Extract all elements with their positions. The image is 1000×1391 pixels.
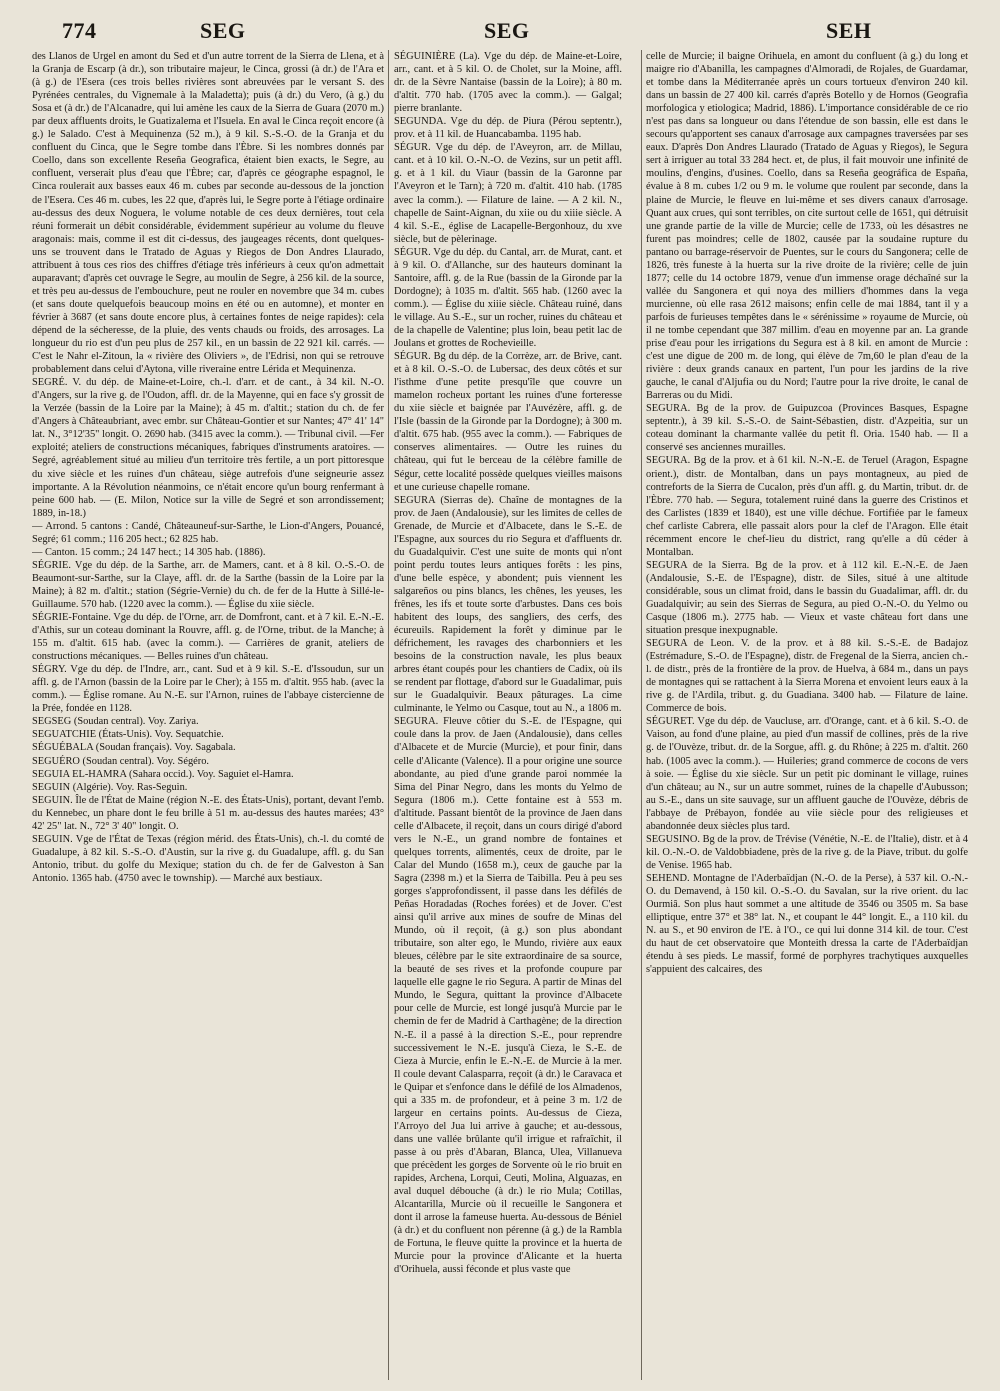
running-head-left: SEG [200, 18, 246, 43]
column-text: des Llanos de Urgel en amont du Sed et d'un autre torrent de la Sierra de Llena, et à la Granja de Escarp (à dr.), son tributaire majeur, le Cinca, grossi (à dr.) de l'Ara et (à g.) de l'Esera (ces trois belles rivières sont abreuvées par le versant S. des Pyrénées centrales, du Vignemale à la Maladetta); puis (à dr.) du Vero, (à g.) du Sosa et (à dr.) de l'Alcanadre, qui lui amène les caux de la Sierra de Guara (2070 m.) par deux affluents droits, le Guatizalema et l'Isuela. En aval le Cinca reçoit encore (à g.) le Salado. C'est à Mequinenza (52 m.), à 9 kil. S.-S.-O. de la Granja et du confluent du Cinca, que le Segre tombe dans l'Èbre. Si les nombres donnés par Coello, dans son excellente Reseña Geografica, étaient bien exacts, le Segre, au confluent, verserait plus d'eau que l'Èbre; car, d'après ce géographe espagnol, le Cinca roulerait aux basses eaux 46 m. cubes par seconde au-dessous de la jonction de l'Esera. Ces 46 m. cubes, les 22 que, d'après lui, le Segre porte à l'étiage ordinaire au-dessus des deux Noguera, le volume notable de ces deux dernières, tout cela réuni formerait un débit considérable, évidemment supérieur au volume du fleuve aragonais: mais, comme il est dit ci-dessus, des jaugeages récents, dont quelques-uns se trouvent dans le Tratado de Aguas y Riegos de Don Andres Llaurado, attribuent à tous ces rios des chiffres d'étiage très inférieurs à ceux qu'on admettait auparavant; d'après cet ouvrage le Segre, au moulin de Segre, à 256 kil. de la source, et très peu au-dessus de l'embouchure, peut ne rouler en novembre que 34 m. cubes (et sans doute quelquefois beaucoup moins en été ou en automne), et monter en février à 3687 (et sans doute encore plus, à certaines fontes de neige rapides): cela dépend de la sécheresse, de la pluie, des vents chauds ou froids, des arrosages. La longueur du rio est d'un peu plus de 257 kil., en un bassin de 22 921 kil. carrés. — C'est le Nahr el-Zitoun, la « rivière des Oliviers », de l'Edrisi, non qui se retrouve probablement dans celui d'Aytona, ville riveraine entre Lérida et Mequinenza. SEGRÉ. V. du dép. de Maine-et-Loire, ch.-l. d'arr. et de cant., à 34 kil. N.-O. d'Angers, sur la rive g. de l'Oudon, affl. dr. de la Mayenne, qui en face s'y grossit de la Verzée (bassin de la Loire par la Maine); à 45 m. d'altit.; station du ch. de fer d'Angers à Châteaubriant, avec embr. sur Château-Gontier et sur Nantes; 47° 41' 14" lat. N., 3°12'35" longit. O. 2690 hab. (3415 avec la comm.). — Tribunal civil. —Fer exploité; ateliers de constructions mécaniques, fabriques d'instruments aratoires. — Segré, agréablement situé au milieu d'un territoire très fertile, a un port pittoresque du xive siècle et les ruines d'un château, siège autrefois d'une seigneurie assez importante. A la Révolution néanmoins, ce n'était encore qu'un bourg renfermant à peine 600 hab. — (E. Milon, Notice sur la ville de Segré et son arrondissement; 1889, in-18.) — Arrond. 5 cantons : Candé, Châteauneuf-sur-Sarthe, le Lion-d'Angers, Pouancé, Segré; 61 comm.; 116 205 hect.; 62 825 hab. — Canton. 15 comm.; 24 147 hect.; 14 305 hab. (1886). SÉGRIE. Vge du dép. de la Sarthe, arr. de Mamers, cant. et à 8 kil. O.-S.-O. de Beaumont-sur-Sarthe, sur la Claye, affl. dr. de la Sarthe (bassin de la Loire par la Maine); à 82 m. d'altit.; station (Ségrie-Vernie) du ch. de fer de la Hutte à Sillé-le-Guillaume. 570 hab. (1220 avec la comm.). — Église du xiie siècle. SÉGRIE-Fontaine. Vge du dép. de l'Orne, arr. de Domfront, cant. et à 7 kil. E.-N.-E. d'Athis, sur un coteau dominant la Rouvre, affl. g. de l'Orne, tribut. de la Manche; à 155 m. d'altit. 615 hab. (avec la comm.). — Carrières de granit, ateliers de constructions mécaniques. — Belles ruines d'un château. SÉGRY. Vge du dép. de l'Indre, arr., cant. Sud et à 9 kil. S.-E. d'Issoudun, sur un affl. g. de l'Arnon (bassin de la Loire par le Cher); à 155 m. d'altit. 955 hab. (avec la comm.). — Église romane. Au N.-E. sur l'Arnon, ruines de l'abbaye cistercienne de la Prée, fondée en 1128. SEGSEG (Soudan central). Voy. Zariya. SEGUATCHIE (États-Unis). Voy. Sequatchie. SÉGUÉBALA (Soudan français). Voy. Sagabala. SEGUÉRO (Soudan central). Voy. Ségéro. SEGUIA EL-HAMRA (Sahara occid.). Voy. Saguiet el-Hamra. SEGUIN (Algérie). Voy. Ras-Seguin. SEGUIN. Île de l'État de Maine (région N.-E. des États-Unis), portant, devant l'emb. du Kennebec, un phare dont le feu brille à 51 m. au-dessus des hautes marées; 43° 42' 25" lat. N., 72° 3' 40" longit. O. SEGUIN. Vge de l'État de Texas (région mérid. des États-Unis), ch.-l. du comté de Guadalupe, à 82 kil. S.-S.-O. d'Austin, sur la rive g. du Guadalupe, affl. g. du San Antonio, tribut. du golfe du Mexique; station du ch. de fer de Galveston à San Antonio. 1365 hab. (4750 avec le township). — Marché aux bestiaux. [32, 51, 384, 884]
text-column-2 [394, 50, 622, 1385]
page-number: 774 [62, 18, 97, 43]
column-text: celle de Murcie; il baigne Orihuela, en amont du confluent (à g.) du long et maigre rio d'Abanilla, les campagnes d'Almoradi, de Rojales, de Guardamar, et tombe dans la Méditerranée après un cours tortueux d'environ 240 kil. dans un bassin de 27 400 kil. carrés d'après Botello y de Hornos (Geografia morfologica y etiologica; Madrid, 1886). L'importance considérable de ce rio n'est pas dans sa longueur ou dans l'étendue de son bassin, elle est dans le secours qu'apportent ses canaux d'arrosage aux campagnes traversées par ses eaux. D'après Don Andres Llaurado (Tratado de Aguas y Riegos), le Segura sert à irriguer au total 33 284 hect. et, de plus, il fait mouvoir une infinité de moulins, d'engins, d'usines. Coello, dans sa Reseña geográfica de España, évalue à 8 m. cubes 1/2 ou 9 m. le volume que roulent par seconde, dans la plaine de Murcie, le fleuve en lui-même et ses divers canaux d'arrosage. Quant aux crues, qui sont terribles, on cite surtout celle de 1651, qui détruisit une grande partie de la ville de Murcie; celle de 1733, où les désastres ne furent pas moindres; celle de 1802, causée par la soudaine rupture du pantano ou barrage-réservoir de Puentes, sur le cours du Sangonera; celle de 1826, très funeste à la huerta sur la rive droite de la rivière; celle de juin 1877; celle du 14 octobre 1879, venue d'un immense orage déchaîné sur la vallée du Sangonera et qui noya des milliers d'hommes dans la vega murcienne, où elle rasa 2612 maisons; enfin celle de mai 1884, tant il y a parfois de furieuses tempêtes dans le « sérénissime » royaume de Murcie, où il ne tombe cependant que 387 millim. d'eau en moyenne par an. La grande prise d'eau pour les irrigations du Segura est à 8 kil. en amont de Murcie : c'est une digue de 200 m. de long, qui élève de 7m,60 le plan d'eau de la rivière : deux grands canaux en partent, l'un pour les jardins de la rive gauche, le canal d'Aljufia ou du Nord; l'autre pour la rive droite, le canal de Barreras ou du Midi. SEGURA. Bg de la prov. de Guipuzcoa (Provinces Basques, Espagne septentr.), à 39 kil. S.-S.-O. de Saint-Sébastien, distr. d'Azpeitia, sur un coteau dominant la charmante vallée du petit fl. Oria. 1540 hab. — Il a conservé ses anciennes murailles. SEGURA. Bg de la prov. et à 61 kil. N.-N.-E. de Teruel (Aragon, Espagne orient.), distr. de Montalban, dans un pays montagneux, au pied de contreforts de la Sierra de Cucalon, près d'un affl. g. du Martin, tribut. dr. de l'Èbre. 770 hab. — Segura, totalement ruiné dans la guerre des Cristinos et des Carlistes (1839 et 1840), est une ville déchue. Fortifiée par le fameux chef carliste Cabrera, elle passait alors pour la clef de l'Aragon. Elle était récemment encore le chef-lieu du district, rang qu'elle a dû céder à Montalban. SEGURA de la Sierra. Bg de la prov. et à 112 kil. E.-N.-E. de Jaen (Andalousie, S.-E. de l'Espagne), distr. de Siles, situé à une altitude considérable, sous un climat froid, dans le bassin du Guadalimar, affl. dr. du Guadalquivir; au sein des Sierras de Segura, au pied O.-N.-O. du Yelmo ou Casque (1806 m.). 2775 hab. — Vieux et vaste château fort dans une situation presque inexpugnable. SEGURA de Leon. V. de la prov. et à 88 kil. S.-S.-E. de Badajoz (Estrémadure, S.-O. de l'Espagne), distr. de Fregenal de la Sierra, ancien ch.-l. de distr., près de la frontière de la prov. de Huelva, à 684 m., dans un pays de montagnes qui se rattachent à la Sierra Morena et envoient leurs eaux à la rive g. de l'Ardila, tribut. g. du Guadiana. 3400 hab. — Filature de laine. Commerce de bois. SÉGURET. Vge du dép. de Vaucluse, arr. d'Orange, cant. et à 6 kil. S.-O. de Vaison, au fond d'une plaine, au pied d'un massif de collines, près de la rive g. de l'Ouvèze, tribut. dr. de la Sorgue, affl. g. du Rhône; à 225 m. d'altit. 260 hab. (1005 avec la comm.). — Huileries; grand commerce de cocons de vers à soie. — Église du xie siècle. Sur un petit pic dominant le village, ruines d'un château; au N., sur un autre sommet, ruines de la chapelle d'Aubusson; au S.-E., dans un site sauvage, sur un affluent gauche de l'Ouvèze, débris de l'abbaye de Prébayon, fondée au viie siècle pour des religieuses et abandonnée deux siècles plus tard. SEGUSINO. Bg de la prov. de Trévise (Vénétie, N.-E. de l'Italie), distr. et à 4 kil. O.-N.-O. de Valdobbiadene, près de la rive g. de la Piave, tribut. du golfe de Venise. 1965 hab. SEHEND. Montagne de l'Aderbaïdjan (N.-O. de la Perse), à 537 kil. O.-N.-O. du Demavend, à 150 kil. O.-S.-O. du Savalan, sur la rive orient. du lac Ourmiâ. Son plus haut sommet a une altitude de 3546 ou 3505 m. Sa base elliptique, entre 37° et 38° lat. N., et coupant le 44° longit. E., a 110 kil. du N. au S., et 90 environ de l'E. à l'O., ce qui lui donne 314 kil. de tour. C'est du haut de cet observatoire que Monteith dressa la carte de l'Aderbaïdjan étendu à ses pieds. Le massif, formé de porphyres trachytiques auxquelles s'appuient des calcaires, des [646, 51, 968, 976]
page-header [0, 18, 1000, 44]
column-divider [388, 50, 389, 1380]
running-head-right: SEH [826, 18, 872, 43]
column-text: SÉGUINIÈRE (La). Vge du dép. de Maine-et-Loire, arr., cant. et à 5 kil. O. de Cholet, sur la Moine, affl. dr. de la Sèvre Nantaise (bassin de la Loire); à 80 m. d'altit. 770 hab. (1705 avec la comm.). — Galgal; pierre branlante. SEGUNDA. Vge du dép. de Piura (Pérou septentr.), prov. et à 11 kil. de Huancabamba. 1195 hab. SÉGUR. Vge du dép. de l'Aveyron, arr. de Millau, cant. et à 10 kil. O.-N.-O. de Vezins, sur un petit affl. g. et à 1 kil. du Viaur (bassin de la Garonne par l'Aveyron et le Tarn); à 720 m. d'altit. 410 hab. (1785 avec la comm.). — Filature de laine. — A 2 kil. N., chapelle de Saint-Aignan, du xiie ou du xiiie siècle. A 4 kil. S.-E., église de Lacapelle-Bergonhouz, du xve siècle, but de pèlerinage. SÉGUR. Vge du dép. du Cantal, arr. de Murat, cant. et à 9 kil. O. d'Allanche, sur des hauteurs dominant la Santoire, affl. g. de la Rue (bassin de la Gironde par la Dordogne); à 1035 m. d'altit. 565 hab. (1260 avec la comm.). — Église du xiiie siècle. Château ruiné, dans le village. Au S.-E., sur un rocher, ruines du château et de la chapelle de Valentine; plus loin, beau petit lac de Joulans et grottes de Rochevieille. SÉGUR. Bg du dép. de la Corrèze, arr. de Brive, cant. et à 8 kil. O.-S.-O. de Lubersac, des deux côtés et sur l'isthme d'une petite presqu'île que couvre un mamelon rocheux portant les ruines d'une forteresse du xiie siècle et baignée par l'Auvézère, affl. g. de l'Isle (bassin de la Gironde par la Dordogne); à 300 m. d'altit. 675 hab. (955 avec la comm.). — Fabriques de conserves alimentaires. — Outre les ruines du château, qui fut le berceau de la célèbre famille de Ségur, cette localité possède quelques vieilles maisons et une curieuse chapelle romane. SEGURA (Sierras de). Chaîne de montagnes de la prov. de Jaen (Andalousie), sur les limites de celles de Grenade, de Murcie et d'Albacete, dans le S.-E. de l'Espagne, aux sources du rio Segura et d'affluents dr. du Guadalquivir. C'est une suite de monts qui n'ont point perdu toutes leurs antiques forêts : les pins, d'une belle espèce, y abondent; puis viennent les salgareños ou pins blancs, les chênes, les yeuses, les frênes, les ifs et toute sorte d'arbustes. Dans ces bois habitent des loups, des sangliers, des cerfs, des écureuils. Rapidement la forêt y diminue par le défrichement, les ravages des charbonniers et les besoins de la construction navale, les plus beaux arbres étant coupés pour les chantiers de Cadix, où ils se rendent par flottage, d'abord sur le Guadalimar, puis sur le Guadalquivir. Beaux pâturages. La cime culminante, le Yelmo ou Casque, tout au N., a 1806 m. SEGURA. Fleuve côtier du S.-E. de l'Espagne, qui coule dans la prov. de Jaen (Andalousie), dans celles d'Albacete et de Murcie (Murcie), et pour finir, dans celle d'Alicante (Valence). Il a pour origine une source abondante, au pied d'une grande paroi nommée la Sima del Pinar Negro, dans les monts du Yelmo de Segura (1806 m.). Cette fontaine est à 553 m. d'altitude. Passant bientôt de la province de Jaen dans celle d'Albacete, il reçoit, dans un cours dirigé d'abord vers le N.-E., un grand nombre de fontaines et quelques torrents, alimentés, ceux de droite, par le Calar del Mundo (1658 m.), ceux de gauche par la Sagra (2398 m.) et la Sierra de Taibilla. Peu à peu ses gorges s'approfondissent, il passe dans les défilés de Peñas Horadadas (Roches forées) et de Jover. C'est ainsi qu'il arrive aux mines de soufre de Minas del Mundo, où il reçoit, (à g.) son plus abondant tributaire, son alter ego, le Mundo, rivière aux eaux bleues, célèbre par le site extraordinaire de sa source, la beauté de ses rives et la profonde coupure par laquelle elle gagne le rio Segura. A partir de Minas del Mundo, le Segura, quittant la province d'Albacete pour celle de Murcie, est longé jusqu'à Murcie par le chemin de fer de Madrid à Carthagène; de la direction N.-E. il a passé à la direction S.-E., pour reprendre successivement le N.-E. jusqu'à Cieza, le S.-E. de Cieza à Murcie, enfin le E.-N.-E. de Murcie à la mer. Il coule devant Calasparra, reçoit (à dr.) le Caravaca et le Quipar et s'enfonce dans le défilé de los Almadenos, qui a 335 m. de profondeur, et à peine 3 m. 1/2 de largeur en certains points. Au-dessus de Cieza, l'Arroyo del Jua lui arrive à gauche; et au-dessous, dans une vallée brûlante qu'il irrigue et rafraîchit, il passe à ou près d'Abaran, Blanca, Ulea, Villanueva que précèdent les gorges de Sorvente où le rio bruit en rapides, Archena, Lorqui, Ceuti, Molina, Alguazas, en aval duquel débouche (à dr.) le rio Mula; Cotillas, Alcantarilla, Murcie où il recueille le Sangonera et dont il arrose la fameuse huerta. Au-dessous de Béniel (à dr.) et du confluent non pérenne (à g.) de la Rambla de Fortuna, le fleuve quitte la province et la huerta de Murcie pour la province d'Alicante et la huerta d'Orihuela, aussi féconde et plus vaste que [394, 51, 622, 1276]
text-column-1 [32, 50, 384, 1385]
text-column-3 [646, 50, 968, 1385]
running-head-center: SEG [484, 18, 530, 43]
column-divider [641, 50, 642, 1380]
